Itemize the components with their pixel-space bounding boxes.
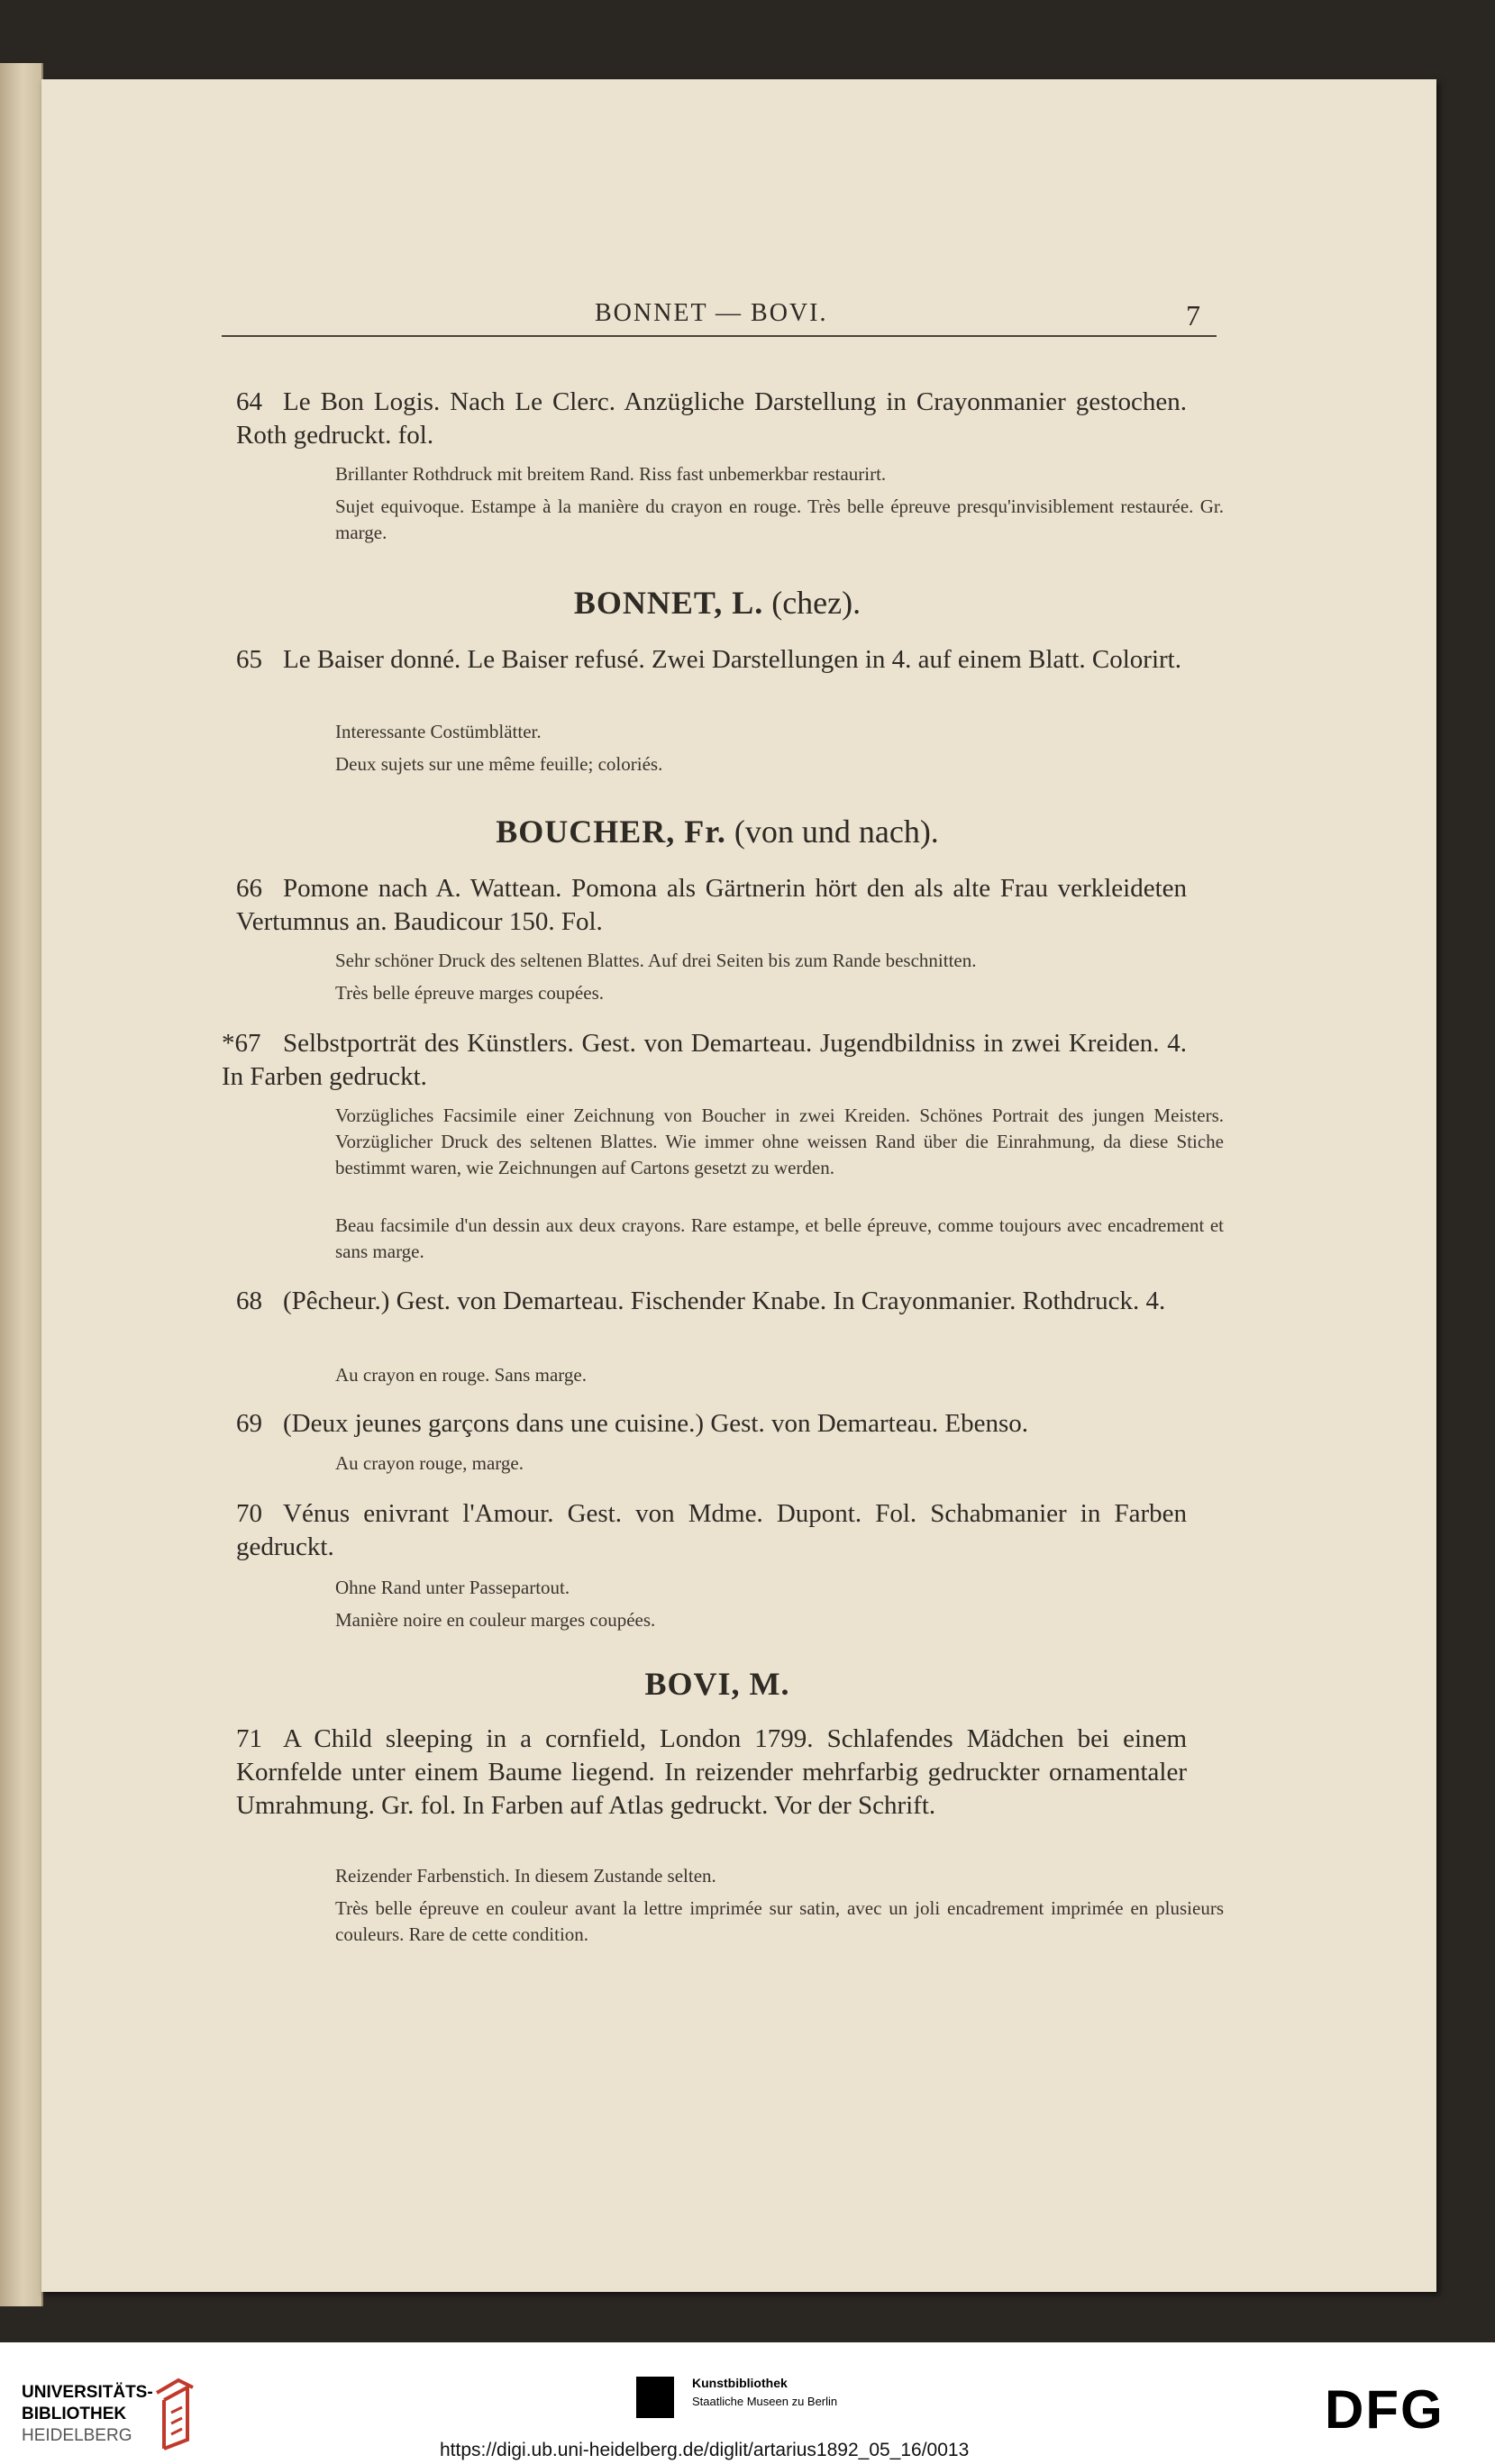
entry-text: Pomone nach A. Wattean. Pomona als Gärtnerin hört den als alte Frau verkleideten Vertumnus an. Baudicour 150. Fol. bbox=[236, 874, 1187, 936]
section-name: BOUCHER, Fr. bbox=[496, 814, 726, 850]
section-suffix: (chez). bbox=[771, 585, 861, 621]
entry-note: Beau facsimile d'un dessin aux deux crayons. Rare estampe, et belle épreuve, comme toujours avec encadrement et sans marge. bbox=[335, 1214, 1224, 1262]
entry-text: (Pêcheur.) Gest. von Demarteau. Fischender Knabe. In Crayonmanier. Rothdruck. 4. bbox=[283, 1287, 1166, 1315]
section-name: BOVI, M. bbox=[644, 1666, 790, 1702]
dfg-logo[interactable]: DFG bbox=[1325, 2379, 1445, 2440]
book-spine bbox=[0, 63, 43, 2306]
entry-note: Manière noire en couleur marges coupées. bbox=[335, 1609, 656, 1631]
catalog-entry bbox=[236, 1285, 1187, 1318]
entry-number: 69 bbox=[236, 1409, 262, 1438]
section-suffix: (von und nach). bbox=[734, 814, 939, 850]
entry-text: (Deux jeunes garçons dans une cuisine.) Gest. von Demarteau. Ebenso. bbox=[283, 1409, 1029, 1438]
kunstbibliothek-subtitle: Staatliche Museen zu Berlin bbox=[692, 2395, 838, 2408]
entry-note: Vorzügliches Facsimile einer Zeichnung von Boucher in zwei Kreiden. Schönes Portrait des jungen Meisters. Vorzüglicher Druck des seltenen Blattes. Wie immer ohne weissen Rand über die Einrahmung, da diese Stiche bestimmt waren, wie Zeichnungen auf Cartons gesetzt zu werden. bbox=[335, 1105, 1224, 1178]
entry-note: Interessante Costümblätter. bbox=[335, 721, 542, 742]
ub-logo-line: UNIVERSITÄTS- bbox=[22, 2383, 153, 2402]
permalink-url[interactable]: https://digi.ub.uni-heidelberg.de/diglit/artarius1892_05_16/0013 bbox=[440, 2440, 970, 2460]
section-heading bbox=[222, 584, 1213, 622]
entry-text: Le Bon Logis. Nach Le Clerc. Anzügliche Darstellung in Crayonmanier gestochen. Roth gedruckt. fol. bbox=[236, 387, 1187, 450]
entry-note: Brillanter Rothdruck mit breitem Rand. Riss fast unbemerkbar restaurirt. bbox=[335, 463, 887, 485]
entry-text: A Child sleeping in a cornfield, London 1799. Schlafendes Mädchen bei einem Kornfelde unter einem Baume liegend. In reizender mehrfarbig gedruckter ornamentaler Umrahmung. Gr. fol. In Farben auf Atlas gedruckt. Vor der Schrift. bbox=[236, 1724, 1187, 1820]
catalog-entry bbox=[236, 1723, 1187, 1823]
page-number: 7 bbox=[1186, 299, 1200, 332]
header-rule bbox=[222, 335, 1217, 337]
running-title: BONNET — BOVI. bbox=[595, 299, 828, 327]
entry-number: 66 bbox=[236, 874, 262, 903]
kunstbibliothek-name: Kunstbibliothek bbox=[692, 2376, 788, 2390]
entry-note: Au crayon en rouge. Sans marge. bbox=[335, 1364, 587, 1386]
entry-number: 71 bbox=[236, 1724, 262, 1753]
entry-number: *67 bbox=[222, 1029, 261, 1058]
catalog-entry bbox=[236, 1497, 1187, 1564]
section-heading bbox=[222, 1665, 1213, 1703]
ub-emblem-icon bbox=[151, 2377, 202, 2454]
entry-text: Le Baiser donné. Le Baiser refusé. Zwei Darstellungen in 4. auf einem Blatt. Colorirt. bbox=[283, 645, 1181, 674]
catalog-entry bbox=[222, 1027, 1187, 1094]
entry-note: Au crayon rouge, marge. bbox=[335, 1452, 524, 1474]
catalog-entry bbox=[236, 872, 1187, 939]
entry-text: Selbstporträt des Künstlers. Gest. von Demarteau. Jugendbildniss in zwei Kreiden. 4. In Farben gedruckt. bbox=[222, 1029, 1187, 1091]
catalog-entry bbox=[236, 1407, 1187, 1441]
section-name: BONNET, L. bbox=[573, 585, 764, 621]
section-heading bbox=[222, 813, 1213, 850]
ub-logo-line: HEIDELBERG bbox=[22, 2426, 132, 2445]
entry-note: Très belle épreuve marges coupées. bbox=[335, 982, 604, 1004]
entry-number: 65 bbox=[236, 645, 262, 674]
entry-number: 68 bbox=[236, 1287, 262, 1315]
ub-logo-line: BIBLIOTHEK bbox=[22, 2405, 127, 2423]
entry-note: Ohne Rand unter Passepartout. bbox=[335, 1577, 570, 1598]
entry-number: 70 bbox=[236, 1499, 262, 1528]
entry-note: Reizender Farbenstich. In diesem Zustande selten. bbox=[335, 1865, 716, 1887]
entry-text: Vénus enivrant l'Amour. Gest. von Mdme. Dupont. Fol. Schabmanier in Farben gedruckt. bbox=[236, 1499, 1187, 1561]
catalog-entry bbox=[236, 643, 1187, 677]
kunstbibliothek-logo-icon[interactable] bbox=[636, 2377, 674, 2418]
entry-number: 64 bbox=[236, 387, 262, 416]
viewer-footer bbox=[0, 2342, 1495, 2464]
document-page bbox=[41, 79, 1436, 2292]
ub-heidelberg-logo[interactable] bbox=[22, 2382, 153, 2447]
entry-note: Sujet equivoque. Estampe à la manière du crayon en rouge. Très belle épreuve presqu'invisiblement restaurée. Gr. marge. bbox=[335, 496, 1224, 543]
catalog-entry bbox=[236, 386, 1187, 452]
entry-note: Deux sujets sur une même feuille; coloriés. bbox=[335, 753, 663, 775]
entry-note: Très belle épreuve en couleur avant la lettre imprimée sur satin, avec un joli encadrement imprimée en plusieurs couleurs. Rare de cette condition. bbox=[335, 1897, 1224, 1945]
entry-note: Sehr schöner Druck des seltenen Blattes. Auf drei Seiten bis zum Rande beschnitten. bbox=[335, 950, 977, 971]
